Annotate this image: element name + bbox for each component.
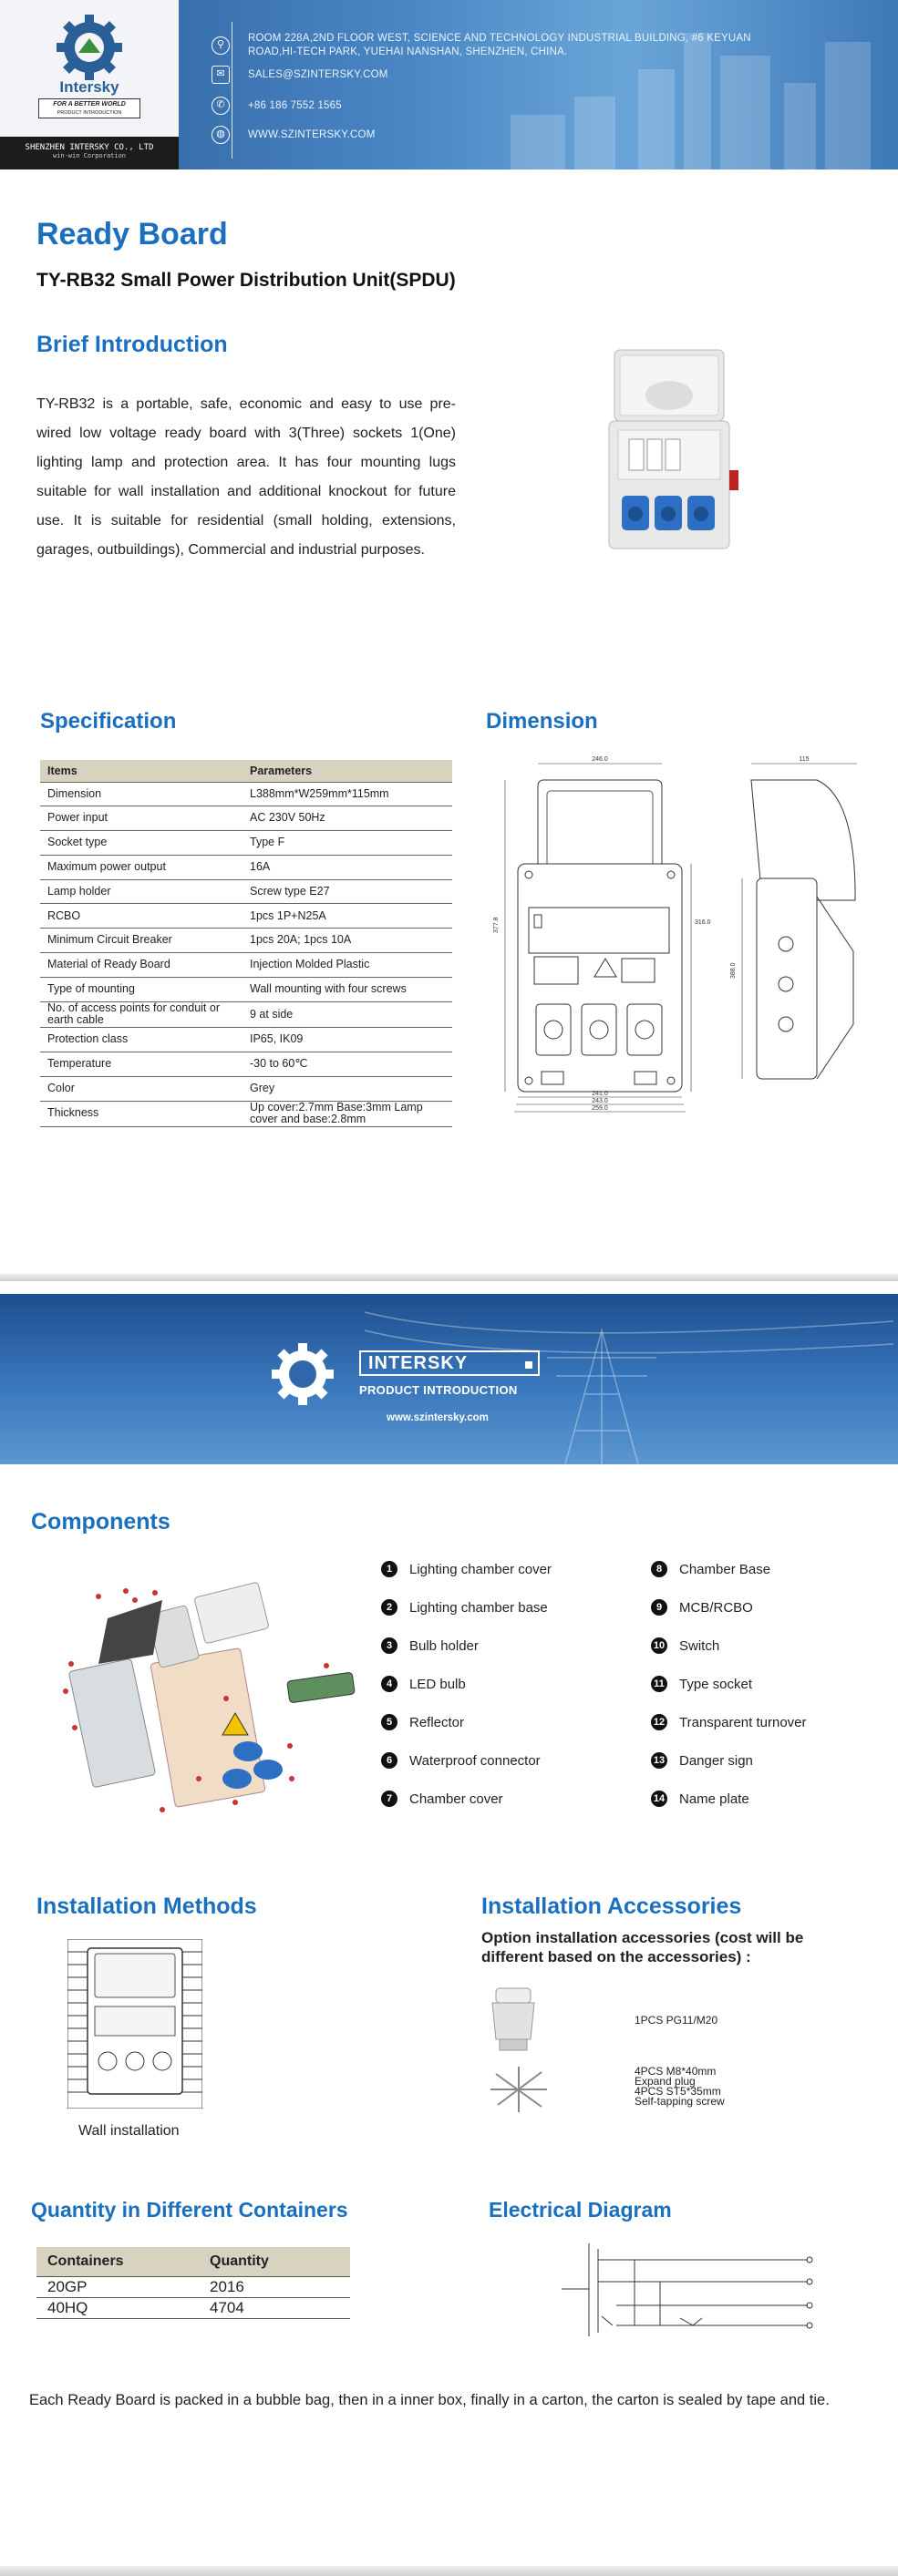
location-icon: ⚲ xyxy=(212,36,230,55)
table-row xyxy=(40,855,452,879)
spec-item-cell: Color xyxy=(40,1076,243,1101)
product-photo xyxy=(602,344,748,556)
intersky-gear-logo xyxy=(264,1336,346,1418)
component-label: Lighting chamber base xyxy=(409,1599,548,1616)
electrical-heading: Electrical Diagram xyxy=(489,2198,672,2222)
table-row: 40HQ 4704 xyxy=(36,2297,350,2318)
spec-param-cell: L388mm*W259mm*115mm xyxy=(243,782,452,806)
spec-item-cell: Lamp holder xyxy=(40,879,243,904)
spec-item-cell: Thickness xyxy=(40,1101,243,1127)
mail-icon: ✉ xyxy=(212,66,230,84)
accessories-subheading: Option installation accessories (cost will be different based on the accessories) : xyxy=(481,1929,804,1965)
list-item xyxy=(381,1676,466,1692)
spec-param-cell: Injection Molded Plastic xyxy=(243,953,452,978)
table-row xyxy=(40,879,452,904)
component-label: Chamber Base xyxy=(679,1561,771,1577)
table-row xyxy=(40,806,452,831)
list-item xyxy=(651,1752,753,1769)
table-row xyxy=(40,1101,452,1127)
table-row xyxy=(40,977,452,1001)
spec-item-cell: Socket type xyxy=(40,831,243,856)
component-label: MCB/RCBO xyxy=(679,1599,753,1616)
spec-param-cell: AC 230V 50Hz xyxy=(243,806,452,831)
component-number: 14 xyxy=(651,1791,667,1807)
banner-brand: INTERSKY xyxy=(368,1353,469,1373)
component-label: Chamber cover xyxy=(409,1791,503,1807)
component-label: Transparent turnover xyxy=(679,1714,807,1730)
packing-note: Each Ready Board is packed in a bubble bag, then in a inner box, finally in a carton, the carton is sealed by tape and tie. xyxy=(29,2392,830,2408)
spec-param-cell: Up cover:2.7mm Base:3mm Lamp cover and base:2.8mm xyxy=(243,1101,452,1127)
spec-item-cell: Material of Ready Board xyxy=(40,953,243,978)
screws-image xyxy=(487,2065,551,2114)
spec-item-cell: Minimum Circuit Breaker xyxy=(40,929,243,953)
component-number: 10 xyxy=(651,1637,667,1654)
spec-table xyxy=(40,760,452,1127)
dim-label-w2: 243.0 xyxy=(592,1098,608,1104)
spec-col-items: Items xyxy=(40,760,243,782)
slogan-box: FOR A BETTER WORLD PRODUCT INTRODUCTION xyxy=(38,98,140,118)
intro-text: TY-RB32 is a portable, safe, economic and easy to use pre-wired low voltage ready board with 3(Three) sockets 1(One) lighting lamp and protection area. It has four mounting lugs suitable for wall installation and additional knockout for future use. It is suitable for residential (small holding, extensions, garages, outbuildings), Commercial and industrial purposes. xyxy=(36,396,456,558)
intersky-banner xyxy=(0,1294,898,1464)
wall-installation-caption: Wall installation xyxy=(78,2123,180,2139)
spec-param-cell: 9 at side xyxy=(243,1001,452,1028)
spec-param-cell: 16A xyxy=(243,855,452,879)
table-row xyxy=(40,953,452,978)
company-strip xyxy=(0,137,179,169)
website-text[interactable]: WWW.SZINTERSKY.COM xyxy=(248,129,376,140)
spec-item-cell: Maximum power output xyxy=(40,855,243,879)
spec-item-cell: Temperature xyxy=(40,1052,243,1076)
components-exploded-view xyxy=(53,1564,368,1817)
list-item xyxy=(381,1752,541,1769)
list-item xyxy=(651,1676,752,1692)
component-number: 3 xyxy=(381,1637,397,1654)
address-line-2: ROAD,HI-TECH PARK, YUEHAI NANSHAN, SHENZHEN, CHINA. xyxy=(248,46,568,57)
component-label: LED bulb xyxy=(409,1676,466,1692)
component-number: 6 xyxy=(381,1752,397,1769)
page-title: Ready Board xyxy=(36,217,228,251)
component-label: Switch xyxy=(679,1637,720,1654)
list-item xyxy=(651,1714,807,1730)
address-line-1: ROOM 228A,2ND FLOOR WEST, SCIENCE AND TECHNOLOGY INDUSTRIAL BUILDING, #6 KEYUAN xyxy=(248,33,751,44)
spec-param-cell: Type F xyxy=(243,831,452,856)
spec-param-cell: 1pcs 20A; 1pcs 10A xyxy=(243,929,452,953)
accessories-heading: Installation Accessories xyxy=(481,1894,742,1919)
table-row xyxy=(40,904,452,929)
component-number: 12 xyxy=(651,1714,667,1730)
list-item xyxy=(381,1561,552,1577)
dimension-heading: Dimension xyxy=(486,709,598,734)
banner-tagline: PRODUCT INTRODUCTION xyxy=(359,1383,518,1397)
table-row xyxy=(40,1028,452,1052)
component-number: 7 xyxy=(381,1791,397,1807)
qty-col-quantity: Quantity xyxy=(199,2247,350,2276)
component-number: 5 xyxy=(381,1714,397,1730)
email-text[interactable]: SALES@SZINTERSKY.COM xyxy=(248,69,388,80)
dim-label-w1: 241.0 xyxy=(592,1091,608,1097)
spec-item-cell: Protection class xyxy=(40,1028,243,1052)
spec-item-cell: Power input xyxy=(40,806,243,831)
dim-label-w3: 259.0 xyxy=(592,1105,608,1112)
dim-label-depth: 115 xyxy=(799,756,810,763)
globe-icon: ◍ xyxy=(212,126,230,144)
component-number: 8 xyxy=(651,1561,667,1577)
table-row xyxy=(40,1076,452,1101)
list-item xyxy=(651,1791,749,1807)
tower-graphic xyxy=(0,1294,898,1464)
spec-param-cell: 1pcs 1P+N25A xyxy=(243,904,452,929)
spec-table-body xyxy=(40,782,452,1127)
component-number: 9 xyxy=(651,1599,667,1616)
dim-label-top: 246.0 xyxy=(592,756,608,763)
spec-item-cell: No. of access points for conduit or earth cable xyxy=(40,1001,243,1028)
component-label: Waterproof connector xyxy=(409,1752,541,1769)
dim-label-side: 388.0 xyxy=(730,962,737,979)
table-row xyxy=(40,1052,452,1076)
table-row: 20GP 2016 xyxy=(36,2276,350,2297)
spec-col-params: Parameters xyxy=(243,760,452,782)
page-bottom-divider xyxy=(0,2566,898,2576)
table-row xyxy=(40,1001,452,1028)
list-item xyxy=(651,1561,770,1577)
component-number: 4 xyxy=(381,1676,397,1692)
component-label: Name plate xyxy=(679,1791,749,1807)
table-row xyxy=(40,782,452,806)
spec-param-cell: Screw type E27 xyxy=(243,879,452,904)
component-number: 13 xyxy=(651,1752,667,1769)
company-name: Intersky xyxy=(59,78,119,96)
banner-website[interactable]: www.szintersky.com xyxy=(387,1412,489,1423)
electrical-diagram xyxy=(507,2238,817,2340)
dim-label-height-outer: 377.8 xyxy=(493,917,500,933)
company-full-name: SHENZHEN INTERSKY CO., LTD xyxy=(25,143,154,152)
wall-installation-image xyxy=(67,1939,202,2109)
component-number: 2 xyxy=(381,1599,397,1616)
spec-param-cell: Grey xyxy=(243,1076,452,1101)
spec-item-cell: Type of mounting xyxy=(40,977,243,1001)
list-item xyxy=(381,1599,548,1616)
page-subtitle: TY-RB32 Small Power Distribution Unit(SPDU) xyxy=(36,270,456,291)
component-label: Type socket xyxy=(679,1676,753,1692)
spec-item-cell: Dimension xyxy=(40,782,243,806)
installation-heading: Installation Methods xyxy=(36,1894,257,1919)
dimension-drawing xyxy=(489,751,872,1114)
list-item xyxy=(381,1637,479,1654)
intro-heading: Brief Introduction xyxy=(36,332,228,357)
components-heading: Components xyxy=(31,1509,170,1534)
accessory-2-label: 4PCS M8*40mm Expand plug 4PCS ST5*35mm Self-tapping screw xyxy=(635,2065,725,2108)
component-label: Danger sign xyxy=(679,1752,753,1769)
quantity-table xyxy=(36,2247,350,2319)
list-item xyxy=(651,1637,719,1654)
component-number: 11 xyxy=(651,1676,667,1692)
table-row xyxy=(40,831,452,856)
component-label: Lighting chamber cover xyxy=(409,1561,552,1577)
list-item xyxy=(651,1599,753,1616)
table-row xyxy=(40,929,452,953)
component-number: 1 xyxy=(381,1561,397,1577)
quantity-heading: Quantity in Different Containers xyxy=(31,2198,348,2222)
spec-param-cell: Wall mounting with four screws xyxy=(243,977,452,1001)
list-item xyxy=(381,1791,503,1807)
accessory-1-label: 1PCS PG11/M20 xyxy=(635,2014,718,2027)
company-tagline: win-win Corporation xyxy=(52,152,127,159)
qty-col-containers: Containers xyxy=(36,2247,199,2276)
section-divider xyxy=(0,1274,898,1281)
phone-text: +86 186 7552 1565 xyxy=(248,100,342,111)
list-item xyxy=(381,1714,464,1730)
cable-gland-image xyxy=(485,1985,542,2054)
spec-item-cell: RCBO xyxy=(40,904,243,929)
component-label: Bulb holder xyxy=(409,1637,479,1654)
spec-heading: Specification xyxy=(40,709,177,734)
component-label: Reflector xyxy=(409,1714,465,1730)
banner-brand-box xyxy=(359,1350,540,1376)
spec-param-cell: IP65, IK09 xyxy=(243,1028,452,1052)
spec-param-cell: -30 to 60℃ xyxy=(243,1052,452,1076)
phone-icon: ✆ xyxy=(212,97,230,115)
dim-label-height-mid: 316.0 xyxy=(695,919,711,926)
